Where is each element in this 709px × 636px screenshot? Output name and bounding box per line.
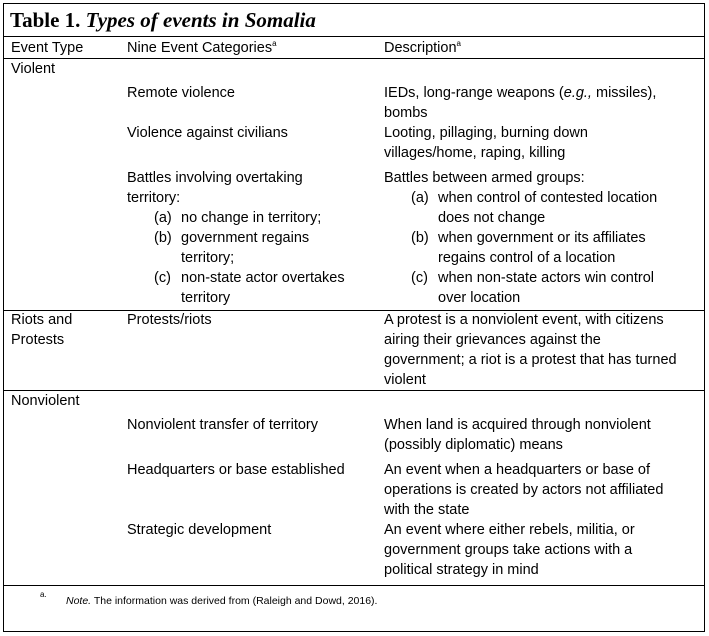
- event-type-riots-line2: Protests: [11, 332, 65, 348]
- category-battles-line2: territory:: [127, 190, 181, 206]
- desc-strategic-line3: political strategy in mind: [384, 562, 539, 578]
- desc-hq-line2: operations is created by actors not affiliated: [384, 482, 664, 498]
- footnote-text: Note. The information was derived from (Raleigh and Dowd, 2016).: [66, 595, 378, 607]
- desc-violence-civilians-line1: Looting, pillaging, burning down: [384, 125, 588, 141]
- desc-protests-line4: violent: [384, 372, 426, 388]
- table-title: Table 1. Types of events in Somalia: [10, 8, 316, 32]
- desc-hq-line3: with the state: [384, 502, 470, 518]
- desc-strategic-line1: An event where either rebels, militia, or: [384, 522, 635, 538]
- desc-remote-violence-line2: bombs: [384, 105, 428, 121]
- category-violence-civilians: Violence against civilians: [127, 125, 288, 141]
- category-nonviolent-transfer: Nonviolent transfer of territory: [127, 417, 318, 433]
- rule-above-note: [3, 585, 705, 586]
- rule-riots-nonviolent: [3, 390, 705, 391]
- footnote-mark: a.: [40, 590, 47, 599]
- desc-protests-line2: airing their grievances against the: [384, 332, 601, 348]
- desc-violence-civilians-line2: villages/home, raping, killing: [384, 145, 566, 161]
- category-headquarters: Headquarters or base established: [127, 462, 345, 478]
- desc-battles-line1: Battles between armed groups:: [384, 170, 585, 186]
- category-battles-line1: Battles involving overtaking: [127, 170, 303, 186]
- desc-strategic-line2: government groups take actions with a: [384, 542, 633, 558]
- desc-protests-line3: government; a riot is a protest that has turned: [384, 352, 677, 368]
- category-protests-riots: Protests/riots: [127, 312, 212, 328]
- rule-under-title: [3, 36, 705, 37]
- header-categories: Nine Event Categories$^a$: [127, 39, 277, 56]
- desc-protests-line1: A protest is a nonviolent event, with citizens: [384, 312, 664, 328]
- event-type-violent: Violent: [11, 61, 56, 77]
- header-event-type: Event Type: [11, 40, 84, 56]
- category-strategic-development: Strategic development: [127, 522, 272, 538]
- header-description: Description$^a$: [384, 39, 461, 56]
- desc-remote-violence-line1: IEDs, long-range weapons (e.g., missiles),: [384, 85, 657, 101]
- rule-under-header: [3, 58, 705, 59]
- desc-hq-line1: An event when a headquarters or base of: [384, 462, 651, 478]
- desc-transfer-line1: When land is acquired through nonviolent: [384, 417, 651, 433]
- event-type-nonviolent: Nonviolent: [11, 393, 80, 409]
- event-type-riots-line1: Riots and: [11, 312, 73, 328]
- category-remote-violence: Remote violence: [127, 85, 235, 101]
- desc-transfer-line2: (possibly diplomatic) means: [384, 437, 563, 453]
